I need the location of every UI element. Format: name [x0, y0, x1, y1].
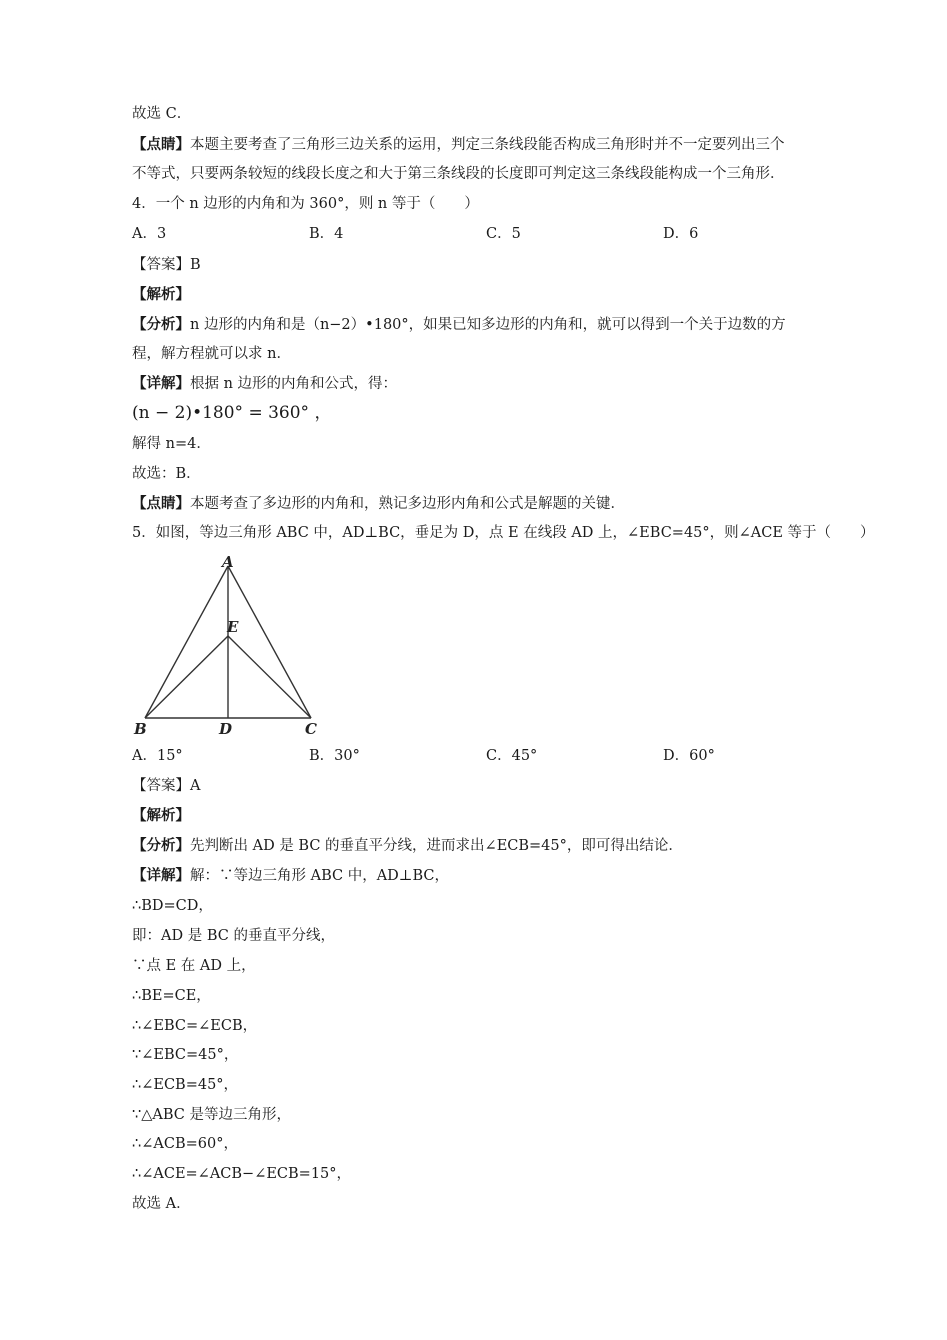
- question-5: 5．如图，等边三角形 ABC 中，AD⊥BC，垂足为 D，点 E 在线段 AD 上，∠EBC=45°，则∠ACE 等于（ ）: [132, 525, 875, 541]
- segment-ce: [228, 636, 311, 718]
- xiangjie-4-text: 根据 n 边形的内角和公式，得：: [190, 376, 398, 392]
- step-7: ∴∠ECB=45°，: [132, 1077, 239, 1093]
- choose-4: 故选：B．: [132, 466, 201, 482]
- step-2: 即：AD 是 BC 的垂直平分线，: [132, 928, 335, 944]
- answer-5: 【答案】A: [132, 778, 201, 794]
- side-ac: [228, 566, 311, 718]
- dianjing-4-text: 本题考查了多边形的内角和，熟记多边形内角和公式是解题的关键．: [190, 496, 625, 512]
- fenxi-4: [132, 315, 786, 335]
- q5-option-d: D．60°: [663, 748, 715, 764]
- dianjing-4: [132, 494, 625, 514]
- tag-xiangjie-5: 【详解】: [132, 867, 190, 884]
- fenxi-5: [132, 836, 683, 856]
- triangle-figure: [128, 552, 328, 742]
- q4-option-d: D．6: [663, 226, 699, 242]
- answer-4: 【答案】B: [132, 257, 201, 273]
- label-a: A: [222, 553, 234, 571]
- fenxi-4-cont: 程，解方程就可以求 n．: [132, 346, 291, 362]
- q5-option-b: B．30°: [309, 748, 360, 764]
- q4-option-b: B．4: [309, 226, 344, 242]
- jiexi-5: 【解析】: [132, 807, 190, 824]
- side-ab: [145, 566, 228, 718]
- label-e: E: [227, 618, 239, 636]
- step-3: ∵点 E 在 AD 上，: [132, 958, 256, 974]
- label-c: C: [305, 720, 317, 738]
- step-1: ∴BD=CD，: [132, 898, 213, 914]
- tag-fenxi: 【分析】: [132, 316, 190, 333]
- line-2: [132, 135, 785, 155]
- xiangjie-5: [132, 866, 449, 886]
- tag-dianjing: 【点睛】: [132, 136, 190, 153]
- equation-4: (n − 2)•180° = 360° ，: [132, 403, 332, 423]
- label-b: B: [134, 720, 147, 738]
- q5-option-c: C．45°: [486, 748, 538, 764]
- dianjing-text: 本题主要考查了三角形三边关系的运用，判定三条线段能否构成三角形时并不一定要列出三个: [190, 137, 785, 153]
- line-3: 不等式，只要两条较短的线段长度之和大于第三条线段的长度即可判定这三条线段能构成一个三角形．: [132, 166, 785, 182]
- tag-xiangjie: 【详解】: [132, 375, 190, 392]
- xiangjie-5-text: 解：∵等边三角形 ABC 中，AD⊥BC，: [190, 868, 449, 884]
- step-4: ∴BE=CE，: [132, 988, 211, 1004]
- step-9: ∴∠ACB=60°，: [132, 1136, 238, 1152]
- line-1: 故选 C．: [132, 106, 192, 122]
- q5-option-a: A．15°: [132, 748, 183, 764]
- segment-be: [145, 636, 228, 718]
- step-8: ∵△ABC 是等边三角形，: [132, 1107, 291, 1123]
- tag-fenxi-5: 【分析】: [132, 837, 190, 854]
- step-11: 故选 A．: [132, 1196, 191, 1212]
- fenxi-5-text: 先判断出 AD 是 BC 的垂直平分线，进而求出∠ECB=45°，即可得出结论．: [190, 838, 683, 854]
- question-4: 4．一个 n 边形的内角和为 360°，则 n 等于（ ）: [132, 196, 479, 212]
- label-d: D: [219, 720, 233, 738]
- solution-4: 解得 n=4．: [132, 436, 211, 452]
- q4-option-a: A．3: [132, 226, 167, 242]
- step-5: ∴∠EBC=∠ECB，: [132, 1018, 258, 1034]
- step-10: ∴∠ACE=∠ACB−∠ECB=15°，: [132, 1166, 352, 1182]
- jiexi-4: 【解析】: [132, 286, 190, 303]
- q4-option-c: C．5: [486, 226, 521, 242]
- xiangjie-4: [132, 374, 397, 394]
- tag-dianjing-4: 【点睛】: [132, 495, 190, 512]
- step-6: ∵∠EBC=45°，: [132, 1047, 239, 1063]
- fenxi-4-text: n 边形的内角和是（n−2）•180°，如果已知多边形的内角和，就可以得到一个关于边数的方: [190, 317, 786, 333]
